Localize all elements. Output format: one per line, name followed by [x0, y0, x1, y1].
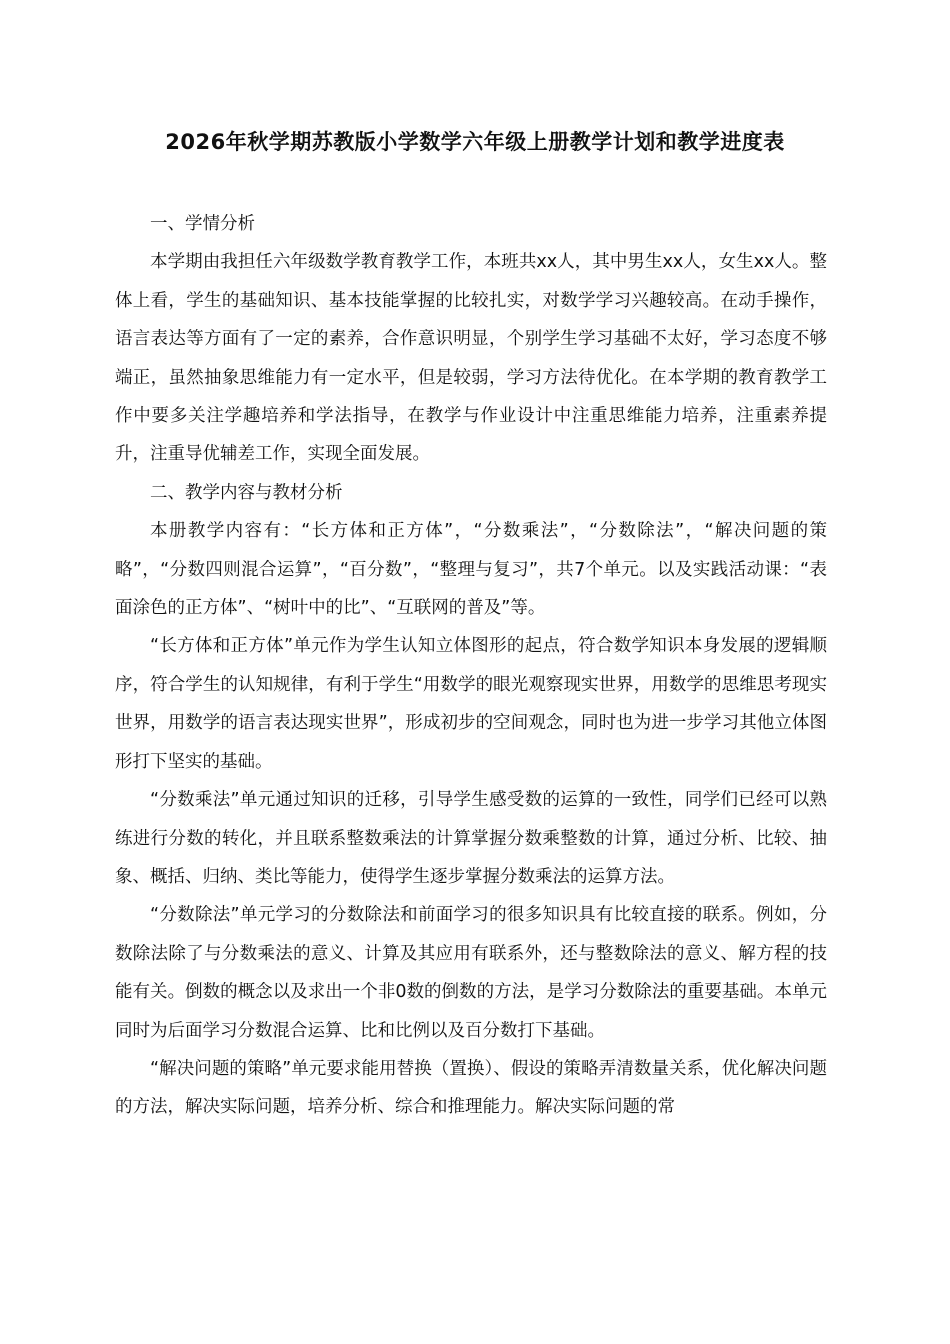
section-heading-student-analysis: 一、学情分析	[150, 214, 255, 234]
document-title: 2026年秋学期苏教版小学数学六年级上册教学计划和教学进度表	[165, 130, 785, 154]
paragraph-content-overview: 本册教学内容有：“长方体和正方体”，“分数乘法”，“分数除法”，“解决问题的策略”，“分数四则混合运算”，“百分数”，“整理与复习”，共7个单元。以及实践活动课：“表面涂色的正方体”、“树叶中的比”、“互联网的普及”等。	[115, 521, 827, 619]
section-heading-content-analysis: 二、教学内容与教材分析	[150, 482, 343, 503]
paragraph-problem-solving-unit: “解决问题的策略”单元要求能用替换（置换）、假设的策略弄清数量关系，优化解决问题的方法，解决实际问题，培养分析、综合和推理能力。解决实际问题的常	[115, 1058, 827, 1118]
paragraph-student-analysis: 本学期由我担任六年级数学教育教学工作，本班共xx人，其中男生xx人，女生xx人。整体上看，学生的基础知识、基本技能掌握的比较扎实，对数学学习兴趣较高。在动手操作，语言表达等方面有了一定的素养，合作意识明显，个别学生学习基础不太好，学习态度不够端正，虽然抽象思维能力有一定水平，但是较弱，学习方法待优化。在本学期的教育教学工作中要多关注学趣培养和学法指导，在教学与作业设计中注重思维能力培养，注重素养提升，注重导优辅差工作，实现全面发展。	[115, 252, 827, 465]
document-body	[115, 205, 827, 1127]
paragraph-fraction-multiplication-unit: “分数乘法”单元通过知识的迁移，引导学生感受数的运算的一致性，同学们已经可以熟练进行分数的转化，并且联系整数乘法的计算掌握分数乘整数的计算，通过分析、比较、抽象、概括、归纳、类比等能力，使得学生逐步掌握分数乘法的运算方法。	[115, 790, 827, 887]
paragraph-fraction-division-unit: “分数除法”单元学习的分数除法和前面学习的很多知识具有比较直接的联系。例如，分数除法除了与分数乘法的意义、计算及其应用有联系外，还与整数除法的意义、解方程的技能有关。倒数的概念以及求出一个非0数的倒数的方法，是学习分数除法的重要基础。本单元同时为后面学习分数混合运算、比和比例以及百分数打下基础。	[115, 905, 827, 1041]
paragraph-cuboid-unit: “长方体和正方体”单元作为学生认知立体图形的起点，符合数学知识本身发展的逻辑顺序，符合学生的认知规律，有利于学生“用数学的眼光观察现实世界，用数学的思维思考现实世界，用数学的语言表达现实世界”，形成初步的空间观念，同时也为进一步学习其他立体图形打下坚实的基础。	[115, 636, 827, 772]
